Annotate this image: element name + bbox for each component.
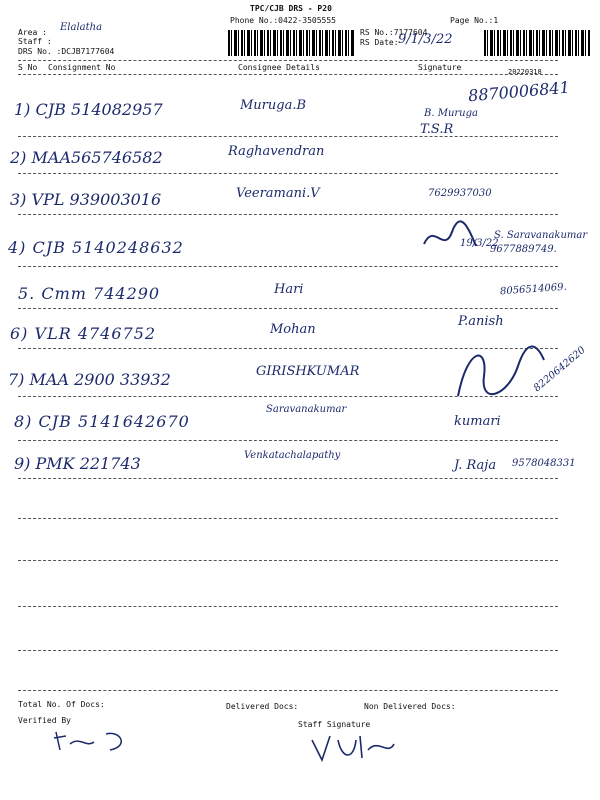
row-4-phone: 9677889749. [490,244,557,255]
barcode-drs [228,30,354,56]
column-header-signature: Signature [418,63,462,72]
rs-date-label: RS Date: [360,38,399,47]
header-rule-top [18,60,558,61]
rs-date-handwritten: 9/1/3/22 [398,32,453,47]
row-1-consignment: 1) CJB 514082957 [14,100,163,119]
row-4-divider [18,266,558,267]
page-number: Page No.:1 [450,16,499,25]
row-3-phone: 7629937030 [428,188,492,199]
row-4-signature-2: 19/3/22 [460,238,499,249]
row-2-divider [18,173,558,174]
row-5-consignee: Hari [274,282,304,297]
row-3-consignee: Veeramani.V [236,186,320,201]
non-delivered-docs-label: Non Delivered Docs: [364,702,456,711]
column-header-consignee: Consignee Details [238,63,320,72]
row-5-phone: 8056514069. [499,281,568,298]
row-7-divider [18,396,558,397]
row-1-phone: 8870006841 [467,77,571,106]
row-7-phone: 8220642620 [531,344,588,395]
barcode-rs [484,30,590,56]
total-docs-label: Total No. Of Docs: [18,700,105,709]
row-4-consignment: 4) CJB 5140248632 [8,238,184,257]
delivered-docs-label: Delivered Docs: [226,702,299,711]
row-7-consignment: 7) MAA 2900 33932 [8,370,171,389]
row-9-divider [18,478,558,479]
row-1-signature: B. Muruga [424,108,478,119]
row-6-consignment: 6) VLR 4746752 [10,324,157,343]
row-9-consignment: 9) PMK 221743 [14,454,141,473]
row-6-signature: P.anish [458,314,504,329]
rs-number: RS No.:7177604 [360,28,428,37]
row-8-signature: kumari [454,414,501,429]
phone-number: Phone No.:0422-3505555 [230,16,336,25]
staff-signature-label: Staff Signature [298,720,371,729]
row-2-consignment: 2) MAA565746582 [10,148,163,167]
row-6-consignee: Mohan [270,322,316,337]
row-9-phone: 9578048331 [512,458,576,469]
empty-row-divider [18,606,558,607]
row-2-consignee: Raghavendran [228,144,325,159]
column-header-consignment: Consignment No [48,63,116,72]
row-7-consignee: GIRISHKUMAR [256,364,360,379]
empty-row-divider [18,650,558,651]
row-5-divider [18,308,558,309]
row-1-divider [18,136,558,137]
row-8-consignee: Saravanakumar [266,404,347,415]
empty-row-divider [18,518,558,519]
row-3-consignment: 3) VPL 939003016 [10,190,162,209]
drs-number: DRS No. :DCJB7177604 [18,47,115,56]
column-header-sno: S No [18,63,38,72]
header-rule-bottom [18,74,558,75]
area-label: Area : [18,28,47,37]
row-9-signature: J. Raja [454,458,497,473]
row-4-signature: S. Saravanakumar [494,230,588,241]
staff-label: Staff : [18,37,52,46]
staff-signature [308,730,398,766]
row-9-consignee: Venkatachalapathy [244,450,341,461]
drs-title: TPC/CJB DRS - P20 [250,4,332,13]
date-stamp: 20220318 [508,68,542,76]
row-1-signature-2: T.S.R [420,122,454,137]
row-3-divider [18,214,558,215]
footer-rule [18,690,558,691]
empty-row-divider [18,560,558,561]
row-8-divider [18,440,558,441]
verifier-signature [50,726,140,756]
area-handwritten: Elalatha [60,22,103,33]
row-5-consignment: 5. Cmm 744290 [18,284,161,303]
row-1-consignee: Muruga.B [240,98,307,113]
row-8-consignment: 8) CJB 5141642670 [14,412,190,431]
verified-by-label: Verified By [18,716,71,725]
